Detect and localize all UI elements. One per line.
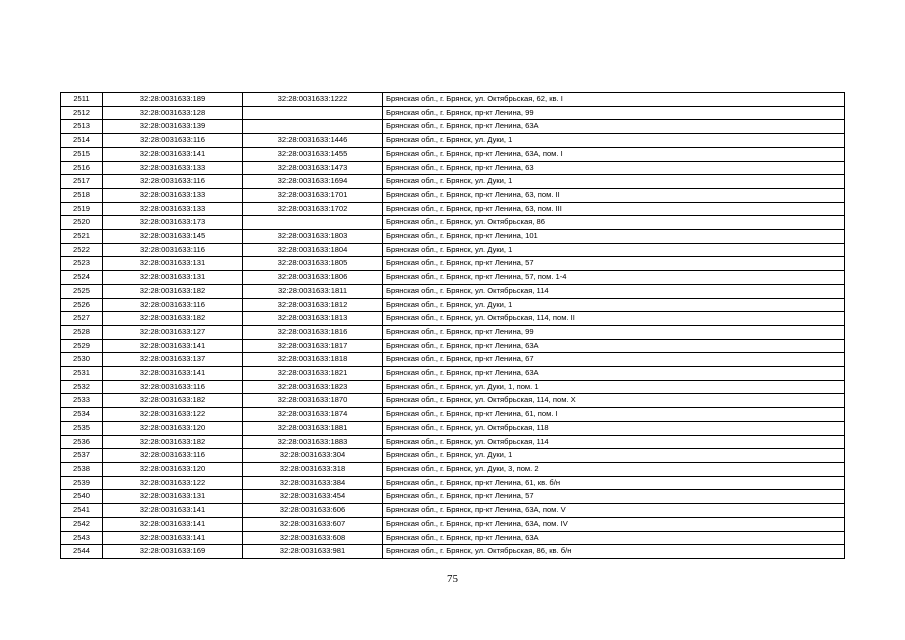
table-row	[61, 312, 845, 326]
object-number-cell: 32:28:0031633:1804	[243, 243, 383, 257]
object-number-cell: 32:28:0031633:1874	[243, 408, 383, 422]
row-number-cell: 2523	[61, 257, 103, 271]
object-number-cell: 32:28:0031633:454	[243, 490, 383, 504]
object-number-cell	[243, 120, 383, 134]
address-cell: Брянская обл., г. Брянск, пр-кт Ленина, 67	[383, 353, 845, 367]
row-number-cell: 2542	[61, 517, 103, 531]
cadastral-number-cell: 32:28:0031633:182	[103, 284, 243, 298]
object-number-cell: 32:28:0031633:1222	[243, 93, 383, 107]
object-number-cell	[243, 106, 383, 120]
address-cell: Брянская обл., г. Брянск, ул. Октябрьская, 62, кв. I	[383, 93, 845, 107]
row-number-cell: 2524	[61, 271, 103, 285]
cadastral-number-cell: 32:28:0031633:133	[103, 202, 243, 216]
cadastral-number-cell: 32:28:0031633:182	[103, 435, 243, 449]
row-number-cell: 2515	[61, 147, 103, 161]
table-row	[61, 435, 845, 449]
table-row	[61, 216, 845, 230]
table-row	[61, 230, 845, 244]
cadastral-number-cell: 32:28:0031633:131	[103, 271, 243, 285]
table-row	[61, 394, 845, 408]
address-cell: Брянская обл., г. Брянск, пр-кт Ленина, 63	[383, 161, 845, 175]
address-cell: Брянская обл., г. Брянск, ул. Дуки, 1	[383, 134, 845, 148]
cadastral-number-cell: 32:28:0031633:133	[103, 188, 243, 202]
row-number-cell: 2540	[61, 490, 103, 504]
cadastral-number-cell: 32:28:0031633:141	[103, 517, 243, 531]
address-cell: Брянская обл., г. Брянск, пр-кт Ленина, 101	[383, 230, 845, 244]
cadastral-number-cell: 32:28:0031633:127	[103, 325, 243, 339]
address-cell: Брянская обл., г. Брянск, пр-кт Ленина, 57, пом. 1-4	[383, 271, 845, 285]
row-number-cell: 2516	[61, 161, 103, 175]
page-number: 75	[447, 573, 458, 585]
row-number-cell: 2520	[61, 216, 103, 230]
object-number-cell: 32:28:0031633:981	[243, 545, 383, 559]
address-cell: Брянская обл., г. Брянск, пр-кт Ленина, 57	[383, 257, 845, 271]
cadastral-number-cell: 32:28:0031633:122	[103, 408, 243, 422]
address-cell: Брянская обл., г. Брянск, пр-кт Ленина, 63, пом. III	[383, 202, 845, 216]
object-number-cell: 32:28:0031633:608	[243, 531, 383, 545]
table-row	[61, 545, 845, 559]
address-cell: Брянская обл., г. Брянск, ул. Октябрьская, 114	[383, 284, 845, 298]
row-number-cell: 2533	[61, 394, 103, 408]
row-number-cell: 2526	[61, 298, 103, 312]
object-number-cell: 32:28:0031633:318	[243, 462, 383, 476]
address-cell: Брянская обл., г. Брянск, ул. Дуки, 1, пом. 1	[383, 380, 845, 394]
row-number-cell: 2512	[61, 106, 103, 120]
cadastral-number-cell: 32:28:0031633:182	[103, 394, 243, 408]
table-row	[61, 257, 845, 271]
row-number-cell: 2544	[61, 545, 103, 559]
table-row	[61, 188, 845, 202]
cadastral-number-cell: 32:28:0031633:141	[103, 367, 243, 381]
address-cell: Брянская обл., г. Брянск, пр-кт Ленина, 61, пом. I	[383, 408, 845, 422]
object-number-cell: 32:28:0031633:1870	[243, 394, 383, 408]
cadastral-number-cell: 32:28:0031633:122	[103, 476, 243, 490]
cadastral-number-cell: 32:28:0031633:141	[103, 531, 243, 545]
cadastral-number-cell: 32:28:0031633:189	[103, 93, 243, 107]
object-number-cell: 32:28:0031633:1816	[243, 325, 383, 339]
cadastral-number-cell: 32:28:0031633:139	[103, 120, 243, 134]
cadastral-number-cell: 32:28:0031633:182	[103, 312, 243, 326]
register-table-body	[61, 93, 845, 559]
object-number-cell: 32:28:0031633:384	[243, 476, 383, 490]
table-row	[61, 531, 845, 545]
object-number-cell: 32:28:0031633:607	[243, 517, 383, 531]
address-cell: Брянская обл., г. Брянск, пр-кт Ленина, 57	[383, 490, 845, 504]
row-number-cell: 2529	[61, 339, 103, 353]
table-row	[61, 202, 845, 216]
table-row	[61, 367, 845, 381]
row-number-cell: 2538	[61, 462, 103, 476]
cadastral-number-cell: 32:28:0031633:120	[103, 421, 243, 435]
row-number-cell: 2541	[61, 504, 103, 518]
table-row	[61, 175, 845, 189]
table-row	[61, 243, 845, 257]
object-number-cell: 32:28:0031633:1811	[243, 284, 383, 298]
row-number-cell: 2532	[61, 380, 103, 394]
table-row	[61, 325, 845, 339]
address-cell: Брянская обл., г. Брянск, ул. Октябрьская, 86	[383, 216, 845, 230]
row-number-cell: 2535	[61, 421, 103, 435]
object-number-cell: 32:28:0031633:1803	[243, 230, 383, 244]
address-cell: Брянская обл., г. Брянск, ул. Дуки, 1	[383, 449, 845, 463]
cadastral-number-cell: 32:28:0031633:116	[103, 175, 243, 189]
cadastral-number-cell: 32:28:0031633:116	[103, 449, 243, 463]
row-number-cell: 2517	[61, 175, 103, 189]
cadastral-number-cell: 32:28:0031633:173	[103, 216, 243, 230]
object-number-cell: 32:28:0031633:1821	[243, 367, 383, 381]
table-row	[61, 284, 845, 298]
row-number-cell: 2537	[61, 449, 103, 463]
address-cell: Брянская обл., г. Брянск, пр-кт Ленина, 99	[383, 106, 845, 120]
row-number-cell: 2518	[61, 188, 103, 202]
object-number-cell: 32:28:0031633:606	[243, 504, 383, 518]
table-row	[61, 339, 845, 353]
table-row	[61, 106, 845, 120]
row-number-cell: 2543	[61, 531, 103, 545]
table-row	[61, 449, 845, 463]
row-number-cell: 2511	[61, 93, 103, 107]
object-number-cell: 32:28:0031633:1455	[243, 147, 383, 161]
table-row	[61, 408, 845, 422]
table-row	[61, 504, 845, 518]
address-cell: Брянская обл., г. Брянск, пр-кт Ленина, 63А, пом. V	[383, 504, 845, 518]
row-number-cell: 2527	[61, 312, 103, 326]
cadastral-number-cell: 32:28:0031633:116	[103, 298, 243, 312]
object-number-cell: 32:28:0031633:1446	[243, 134, 383, 148]
table-row	[61, 147, 845, 161]
object-number-cell: 32:28:0031633:1473	[243, 161, 383, 175]
cadastral-number-cell: 32:28:0031633:128	[103, 106, 243, 120]
table-row	[61, 490, 845, 504]
cadastral-number-cell: 32:28:0031633:141	[103, 504, 243, 518]
address-cell: Брянская обл., г. Брянск, ул. Дуки, 1	[383, 243, 845, 257]
object-number-cell: 32:28:0031633:1823	[243, 380, 383, 394]
object-number-cell: 32:28:0031633:1805	[243, 257, 383, 271]
address-cell: Брянская обл., г. Брянск, пр-кт Ленина, 99	[383, 325, 845, 339]
table-row	[61, 462, 845, 476]
object-number-cell: 32:28:0031633:1817	[243, 339, 383, 353]
object-number-cell: 32:28:0031633:1813	[243, 312, 383, 326]
row-number-cell: 2530	[61, 353, 103, 367]
table-row	[61, 93, 845, 107]
address-cell: Брянская обл., г. Брянск, ул. Дуки, 1	[383, 298, 845, 312]
table-row	[61, 353, 845, 367]
row-number-cell: 2528	[61, 325, 103, 339]
table-row	[61, 120, 845, 134]
row-number-cell: 2514	[61, 134, 103, 148]
row-number-cell: 2519	[61, 202, 103, 216]
address-cell: Брянская обл., г. Брянск, ул. Октябрьская, 114, пом. II	[383, 312, 845, 326]
object-number-cell: 32:28:0031633:1818	[243, 353, 383, 367]
cadastral-number-cell: 32:28:0031633:120	[103, 462, 243, 476]
cadastral-number-cell: 32:28:0031633:133	[103, 161, 243, 175]
table-row	[61, 298, 845, 312]
row-number-cell: 2513	[61, 120, 103, 134]
address-cell: Брянская обл., г. Брянск, пр-кт Ленина, 63, пом. II	[383, 188, 845, 202]
address-cell: Брянская обл., г. Брянск, ул. Дуки, 1	[383, 175, 845, 189]
cadastral-number-cell: 32:28:0031633:137	[103, 353, 243, 367]
address-cell: Брянская обл., г. Брянск, ул. Октябрьская, 114, пом. X	[383, 394, 845, 408]
object-number-cell: 32:28:0031633:1701	[243, 188, 383, 202]
address-cell: Брянская обл., г. Брянск, ул. Октябрьская, 118	[383, 421, 845, 435]
table-row	[61, 421, 845, 435]
object-number-cell: 32:28:0031633:1812	[243, 298, 383, 312]
address-cell: Брянская обл., г. Брянск, пр-кт Ленина, 63А, пом. IV	[383, 517, 845, 531]
row-number-cell: 2534	[61, 408, 103, 422]
cadastral-number-cell: 32:28:0031633:116	[103, 380, 243, 394]
register-table	[60, 92, 845, 559]
row-number-cell: 2539	[61, 476, 103, 490]
address-cell: Брянская обл., г. Брянск, пр-кт Ленина, 63А	[383, 339, 845, 353]
row-number-cell: 2525	[61, 284, 103, 298]
object-number-cell: 32:28:0031633:1806	[243, 271, 383, 285]
row-number-cell: 2522	[61, 243, 103, 257]
cadastral-number-cell: 32:28:0031633:116	[103, 243, 243, 257]
cadastral-number-cell: 32:28:0031633:145	[103, 230, 243, 244]
object-number-cell: 32:28:0031633:1881	[243, 421, 383, 435]
cadastral-number-cell: 32:28:0031633:131	[103, 257, 243, 271]
object-number-cell: 32:28:0031633:1694	[243, 175, 383, 189]
address-cell: Брянская обл., г. Брянск, пр-кт Ленина, 63А	[383, 367, 845, 381]
address-cell: Брянская обл., г. Брянск, ул. Октябрьская, 114	[383, 435, 845, 449]
object-number-cell: 32:28:0031633:1883	[243, 435, 383, 449]
cadastral-number-cell: 32:28:0031633:141	[103, 339, 243, 353]
address-cell: Брянская обл., г. Брянск, пр-кт Ленина, 63А	[383, 120, 845, 134]
row-number-cell: 2531	[61, 367, 103, 381]
cadastral-number-cell: 32:28:0031633:141	[103, 147, 243, 161]
table-row	[61, 476, 845, 490]
table-row	[61, 271, 845, 285]
address-cell: Брянская обл., г. Брянск, пр-кт Ленина, 63А	[383, 531, 845, 545]
table-row	[61, 380, 845, 394]
cadastral-number-cell: 32:28:0031633:131	[103, 490, 243, 504]
cadastral-number-cell: 32:28:0031633:116	[103, 134, 243, 148]
address-cell: Брянская обл., г. Брянск, пр-кт Ленина, 61, кв. б/н	[383, 476, 845, 490]
object-number-cell: 32:28:0031633:304	[243, 449, 383, 463]
cadastral-number-cell: 32:28:0031633:169	[103, 545, 243, 559]
object-number-cell: 32:28:0031633:1702	[243, 202, 383, 216]
table-row	[61, 134, 845, 148]
table-row	[61, 161, 845, 175]
address-cell: Брянская обл., г. Брянск, ул. Дуки, 3, пом. 2	[383, 462, 845, 476]
row-number-cell: 2521	[61, 230, 103, 244]
object-number-cell	[243, 216, 383, 230]
table-row	[61, 517, 845, 531]
address-cell: Брянская обл., г. Брянск, пр-кт Ленина, 63А, пом. I	[383, 147, 845, 161]
address-cell: Брянская обл., г. Брянск, ул. Октябрьская, 86, кв. б/н	[383, 545, 845, 559]
row-number-cell: 2536	[61, 435, 103, 449]
